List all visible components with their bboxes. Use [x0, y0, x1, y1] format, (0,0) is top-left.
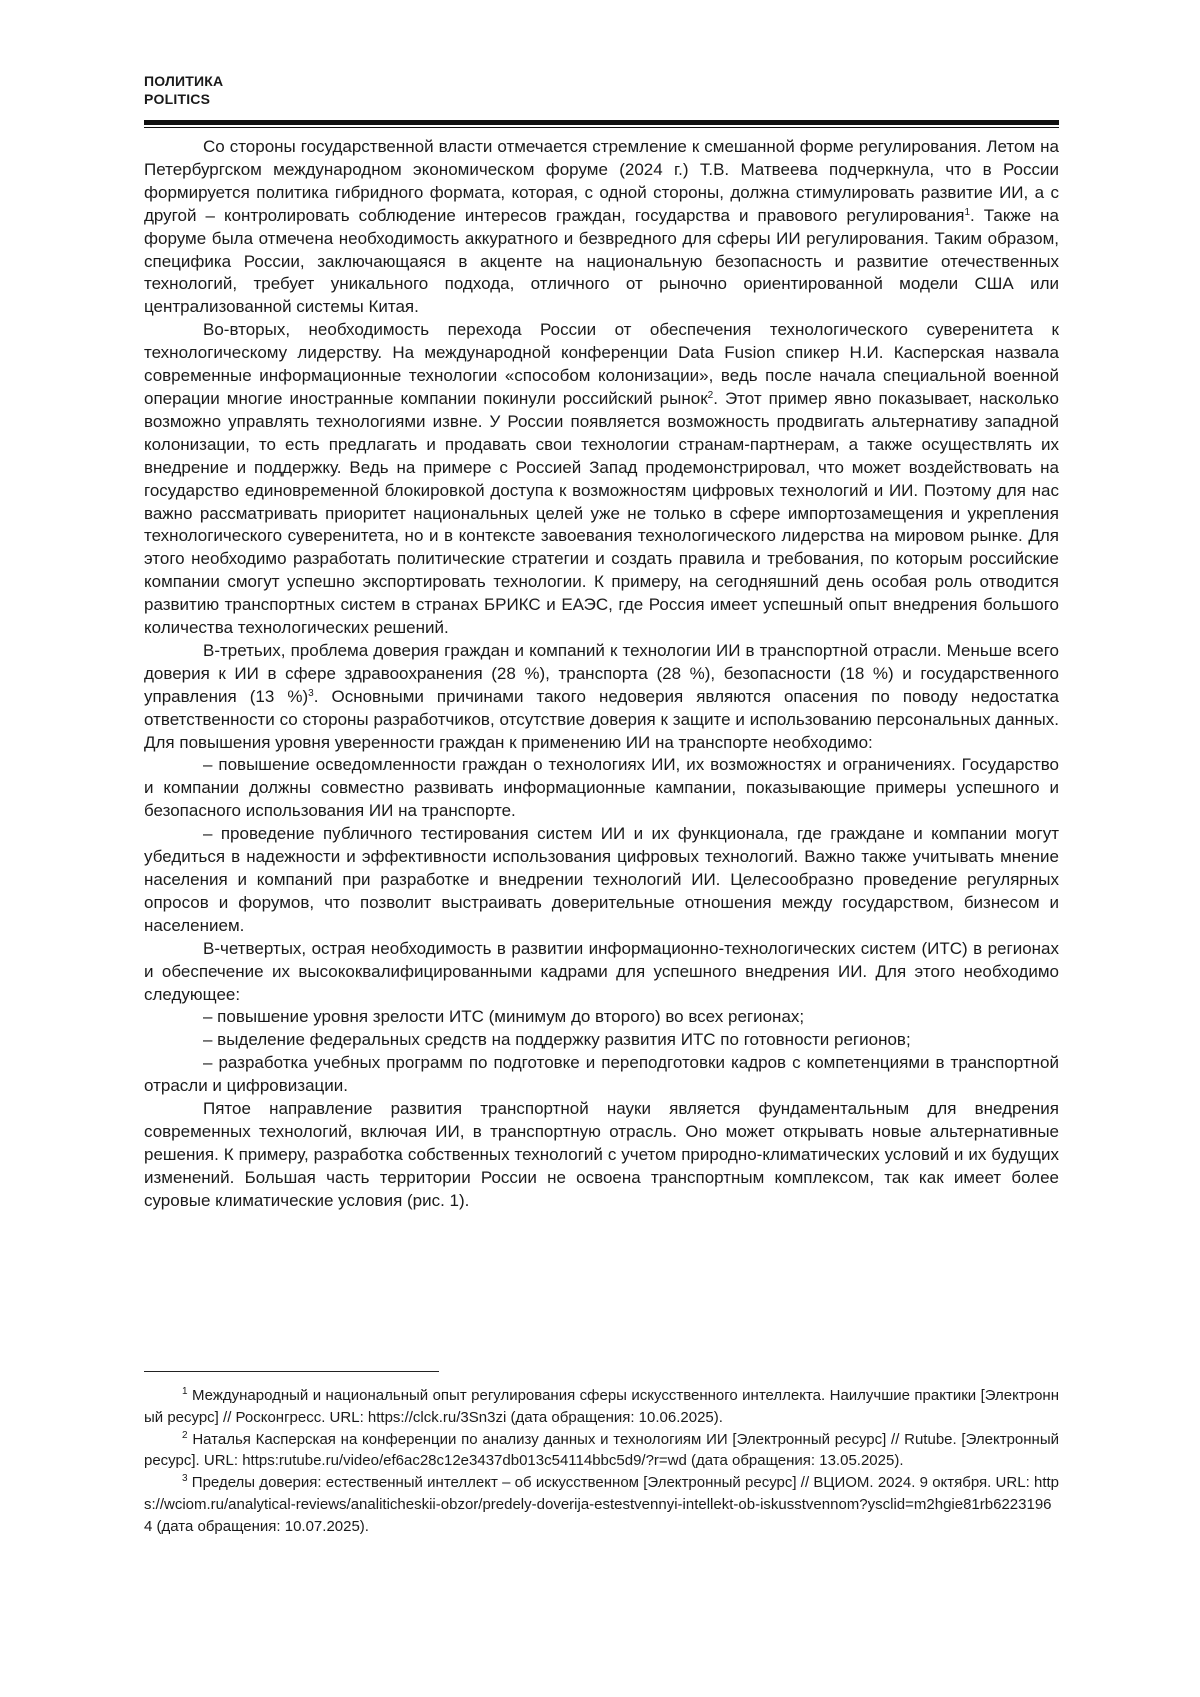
footnote: $^3$ Пределы доверия: естественный интеллект – об искусственном [Электронный ресурс] // ВЦИОМ. 2024. 9 октября. URL: https://wciom.ru/analytical-reviews/analiticheskii-obzor/predely-doverija-estestvennyi-intellekt-ob-iskusstvennom?ysclid=m2hgie81rb62231964 (дата обращения: 10.07.2025).	[144, 1473, 1059, 1535]
section-title-ru: ПОЛИТИКА	[144, 73, 224, 89]
footnote-ref[interactable]: 2	[707, 389, 714, 401]
list-item: – повышение уровня зрелости ИТС (минимум до второго) во всех регионах;	[203, 1007, 805, 1027]
footnote-ref[interactable]: 3	[308, 687, 314, 699]
footnote-number: 2	[182, 1429, 188, 1441]
paragraph: Во-вторых, необходимость перехода России от обеспечения технологического суверенитета к технологическому лидерству. На международной конференции Data Fusion спикер Н.И. Касперская назвала современные информационные технологии «способом колонизации», ведь после начала специальной военной операции многие иностранные компании покинули российский рынок$^2$. Этот пример явно показывает, насколько возможно управлять технологиями извне. У России появляется возможность продвигать альтернативу западной колонизации, то есть предлагать и продавать свои технологии странам-партнерам, а также осуществлять их внедрение и поддержку. Ведь на примере с Россией Запад продемонстрировал, что может воздействовать на государство единовременной блокировкой доступа к возможностям цифровых технологий и ИИ. Поэтому для нас важно рассматривать приоритет национальных целей уже не только в сфере импортозамещения и укрепления технологического суверенитета, но и в контексте завоевания технологического лидерства на мировом рынке. Для этого необходимо разработать политические стратегии и создать правила и требования, по которым российские компании смогут успешно экспортировать технологии. К примеру, на сегодняшний день особая роль отводится развитию транспортных систем в странах БРИКС и ЕАЭС, где Россия имеет успешный опыт внедрения большого количества технологических решений.	[144, 320, 1059, 638]
header-rule	[144, 120, 1059, 128]
paragraph: Со стороны государственной власти отмечается стремление к смешанной форме регулирования. Летом на Петербургском международном экономическом форуме (2024 г.) Т.В. Матвеева подчеркнула, что в России формируется политика гибридного формата, которая, с одной стороны, должна стимулировать развитие ИИ, а с другой – контролировать соблюдение интересов граждан, государства и правового регулирования$^1$. Также на форуме была отмечена необходимость аккуратного и безвредного для сферы ИИ регулирования. Таким образом, специфика России, заключающаяся в акценте на национальную безопасность и развитие отечественных технологий, требует уникального подхода, отличного от рыночно ориентированной модели США или централизованной системы Китая.	[144, 137, 1059, 317]
list-item: – повышение осведомленности граждан о технологиях ИИ, их возможностях и ограничениях. Государство и компании должны совместно развивать информационные кампании, показывающие примеры успешного и безопасного использования ИИ на транспорте.	[144, 755, 1059, 821]
footnote-ref[interactable]: 1	[964, 206, 971, 218]
footnote-number: 1	[182, 1386, 188, 1397]
footnotes	[144, 1385, 1059, 1538]
section-title-en: POLITICS	[144, 91, 211, 107]
paragraph: В-третьих, проблема доверия граждан и компаний к технологии ИИ в транспортной отрасли. Меньше всего доверия к ИИ в сфере здравоохранения (28 %), транспорта (28 %), безопасности (18 %) и государственного управления (13 %)$^3$. Основными причинами такого недоверия являются опасения по поводу недостатка ответственности со стороны разработчиков, отсутствие доверия к защите и использованию персональных данных. Для повышения уровня уверенности граждан к применению ИИ на транспорте необходимо:	[144, 640, 1059, 752]
article-body	[144, 136, 1059, 1213]
running-header	[144, 72, 223, 108]
list-item: – разработка учебных программ по подготовке и переподготовки кадров с компетенциями в транспортной отрасли и цифровизации.	[144, 1053, 1059, 1096]
footnote-separator	[144, 1371, 439, 1372]
list-item: – выделение федеральных средств на поддержку развития ИТС по готовности регионов;	[203, 1030, 911, 1050]
footnote-number: 3	[182, 1473, 188, 1485]
footnote: $^1$ Международный и национальный опыт регулирования сферы искусственного интеллекта. Наилучшие практики [Электронный ресурс] // Росконгресс. URL: https://clck.ru/3Sn3zi (дата обращения: 10.06.2025).	[144, 1386, 1059, 1426]
footnote: $^2$ Наталья Касперская на конференции по анализу данных и технологиям ИИ [Электронный ресурс] // Rutube. [Электронный ресурс]. URL: https:rutube.ru/video/ef6ac28c12e3437db013c54114bbc5d9/?r=wd (дата обращения: 13.05.2025).	[144, 1429, 1059, 1470]
paragraph: В-четвертых, острая необходимость в развитии информационно-технологических систем (ИТС) в регионах и обеспечение их высококвалифицированными кадрами для успешного внедрения ИИ. Для этого необходимо следующее:	[144, 938, 1059, 1004]
list-item: – проведение публичного тестирования систем ИИ и их функционала, где граждане и компании могут убедиться в надежности и эффективности использования цифровых технологий. Важно также учитывать мнение населения и компаний при разработке и внедрении технологий ИИ. Целесообразно проведение регулярных опросов и форумов, что позволит выстраивать доверительные отношения между государством, бизнесом и населением.	[144, 824, 1059, 935]
paragraph: Пятое направление развития транспортной науки является фундаментальным для внедрения современных технологий, включая ИИ, в транспортную отрасль. Оно может открывать новые альтернативные решения. К примеру, разработка собственных технологий с учетом природно-климатических условий и их будущих изменений. Большая часть территории России не освоена транспортным комплексом, так как имеет более суровые климатические условия (рис. 1).	[144, 1099, 1059, 1210]
